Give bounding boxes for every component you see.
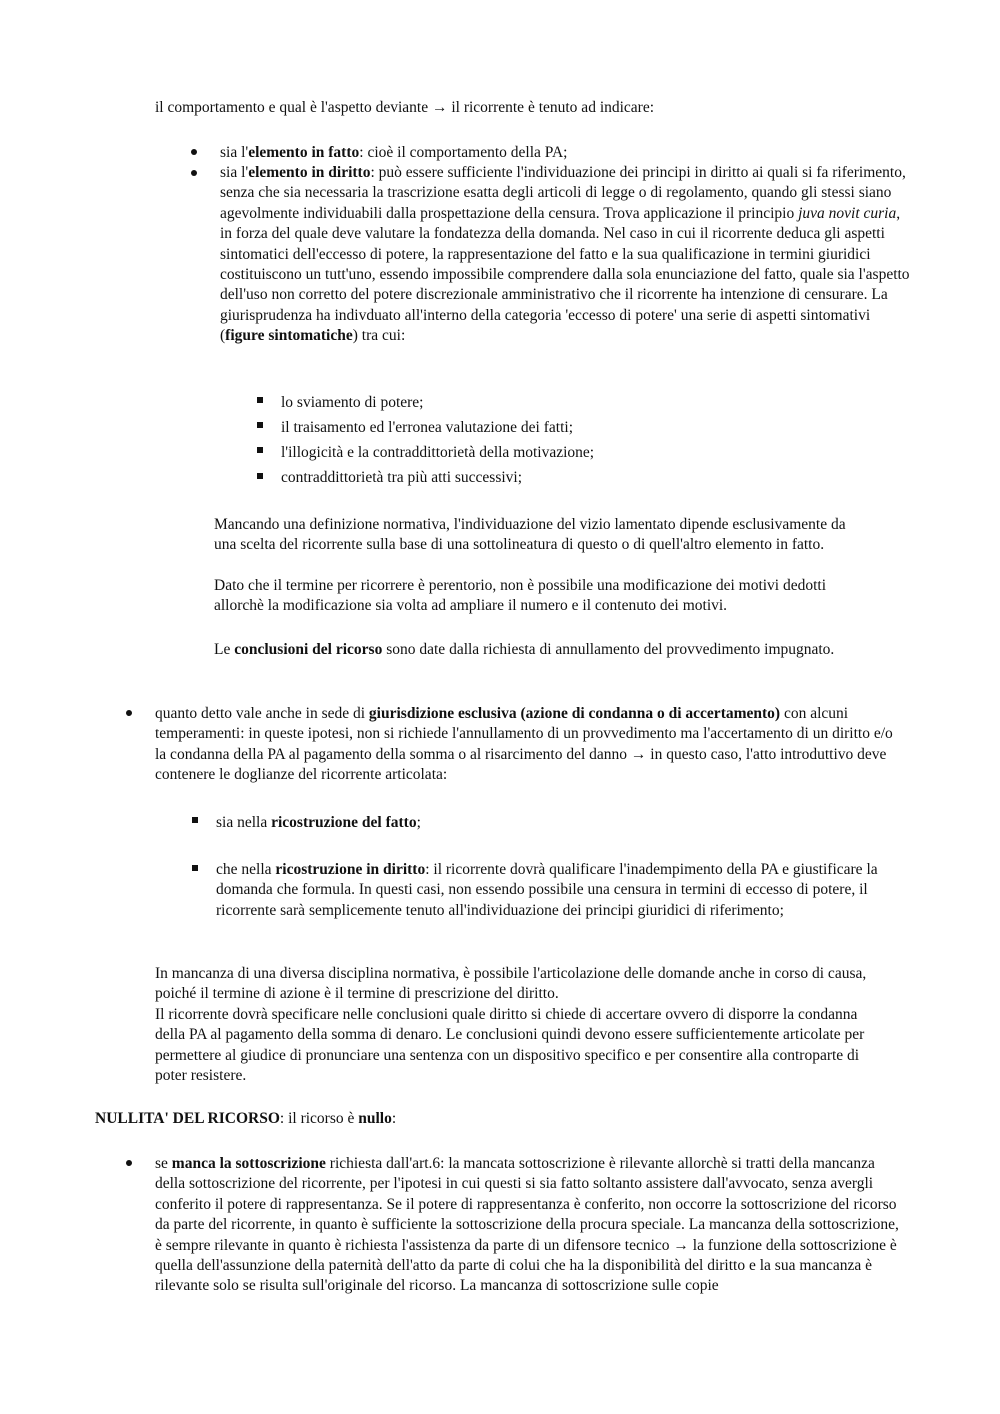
sub-list-item: il traisamento ed l'erronea valutazione dei fatti; (281, 419, 574, 436)
list-item-giurisdizione-esclusiva (155, 704, 905, 786)
paragraph-ricorrente: Il ricorrente dovrà specificare nelle conclusioni quale diritto si chiede di accertare ovvero di disporre la condanna della PA al pagamento della somma di denaro. Le conclusioni quindi devono essere sufficientemente articolate per permettere al giudice di pronunciare una sentenza con un dispositivo specifico e per consentire alla controparte di poter resistere. (155, 1006, 865, 1085)
text: : il ricorrente dovrà qualificare l'inadempimento della PA e giustificare la domanda che formula. In questi casi, non essendo possibile una censura in termini di eccesso di potere, il ricorrente sarà semplicemente tenuto all'individuazione dei principi giuridici di riferimento; (216, 861, 878, 919)
sub-list-item-fatto (216, 813, 896, 833)
text: sia l' (220, 164, 249, 181)
text: se (155, 1155, 172, 1172)
paragraph-mancanza: In mancanza di una diversa disciplina normativa, è possibile l'articolazione delle domande anche in corso di causa, poiché il termine di azione è il termine di prescrizione del diritto. (155, 965, 867, 1003)
text: quanto detto vale anche in sede di (155, 705, 369, 722)
bold-term: elemento in diritto (248, 164, 371, 181)
text: sia nella (216, 814, 272, 831)
square-bullet-icon (257, 397, 263, 403)
bold-term: nullo (358, 1110, 392, 1127)
square-bullet-icon (257, 422, 263, 428)
italic-term: juva novit curia (798, 204, 897, 222)
text: sia l' (220, 144, 249, 161)
text: richiesta dall'art.6: la mancata sottoscrizione è rilevante allorchè si tratti della mancanza della sottoscrizione del ricorrente, per l'ipotesi in cui questi si sia fatto soltanto assistere dall'avvocato, senza avergli conferito il potere di rappresentanza. Se il potere di rappresentanza è conferito, non occorre la sottoscrizione del ricorso da parte del ricorrente, in quanto è sufficiente la sottoscrizione della procura speciale. La mancanza della sottoscrizione, è sempre rilevante in quanto è richiesta l'assistenza da parte di un difensore tecnico → la funzione della sottoscrizione è quella dell'assunzione della paternità dell'atto da parte di colui che ha la disponibilità del diritto e la sua mancanza è rilevante solo se risulta sull'originale del ricorso. La mancanza di sottoscrizione sulle copie (155, 1155, 899, 1295)
square-bullet-icon (257, 447, 263, 453)
section-heading-nullita (95, 1109, 895, 1129)
bullet-icon (126, 710, 132, 716)
text: , in forza del quale deve valutare la fondatezza della domanda. Nel caso in cui il ricorrente deduca gli aspetti sintomatici dell'eccesso di potere, la rappresentazione del fatto e la sua qualificazione in termini giuridici costituiscono un tutt'uno, essendo impossibile comprendere dalla sola enunciazione del fatto, quale sia l'aspetto dell'uso non corretto del potere discrezionale amministrativo che il ricorrente ha intenzione di censurare. La giurisprudenza ha indivduato all'interno della categoria 'eccesso di potere' una serie di aspetti sintomativi ( (220, 204, 910, 345)
list-item-elemento-in-diritto (220, 163, 915, 347)
sub-list-item: contraddittorietà tra più atti successivi; (281, 469, 523, 486)
square-bullet-icon (192, 817, 198, 823)
bullet-icon (191, 149, 197, 155)
square-bullet-icon (257, 473, 263, 479)
text: : può essere sufficiente l'individuazione dei principi in diritto ai quali si fa riferimento, senza che sia necessaria la trascrizione esatta degli articoli di legge o di regolamento, quando gli stessi siano agevolmente individuabili dalla prospettazione della censura. Trova applicazione il principio (220, 164, 906, 222)
bold-term: elemento in fatto (248, 144, 360, 161)
paragraph-mancando: Mancando una definizione normativa, l'individuazione del vizio lamentato dipende esclusivamente da una scelta del ricorrente sulla base di una sottolineatura di questo o di quell'altro elemento in fatto. (214, 516, 846, 554)
bold-term: manca la sottoscrizione (171, 1155, 326, 1172)
text: con alcuni temperamenti: in queste ipotesi, non si richiede l'annullamento di un provvedimento ma l'accertamento di un diritto e/o la condanna della PA al pagamento della somma o al risarcimento del danno → in questo caso, l'atto introduttivo deve contenere le doglianze del ricorrente articolata: (155, 705, 893, 784)
heading-text: NULLITA' DEL RICORSO (95, 1110, 280, 1127)
bold-term: giurisdizione esclusiva (azione di condanna o di accertamento) (368, 705, 781, 722)
sub-list-item: l'illogicità e la contraddittorietà della motivazione; (281, 444, 595, 461)
text: Le (214, 641, 235, 658)
sub-list-item-diritto (216, 860, 900, 921)
list-item-elemento-in-fatto (220, 143, 910, 163)
paragraph-dato: Dato che il termine per ricorrere è perentorio, non è possibile una modificazione dei motivi dedotti allorchè la modificazione sia volta ad ampliare il numero e il contenuto dei motivi. (214, 577, 827, 615)
bullet-icon (191, 170, 197, 176)
text: : cioè il comportamento della PA; (359, 144, 568, 161)
bold-term: ricostruzione del fatto (271, 814, 417, 831)
intro-line: il comportamento e qual è l'aspetto deviante → il ricorrente è tenuto ad indicare: (155, 99, 655, 116)
paragraph-conclusioni (214, 640, 854, 660)
bold-term: figure sintomatiche (225, 327, 353, 345)
list-item-sottoscrizione (155, 1154, 907, 1297)
bullet-icon (126, 1160, 132, 1166)
square-bullet-icon (192, 865, 198, 871)
text: : il ricorso è (279, 1110, 359, 1127)
text: ; (416, 814, 421, 831)
text: ) tra cui: (352, 327, 406, 345)
bold-term: ricostruzione in diritto (275, 861, 426, 878)
text: sono date dalla richiesta di annullamento del provvedimento impugnato. (382, 641, 835, 658)
bold-term: conclusioni del ricorso (234, 641, 383, 658)
text: : (391, 1110, 397, 1127)
text: che nella (216, 861, 276, 878)
sub-list-item: lo sviamento di potere; (281, 394, 424, 411)
